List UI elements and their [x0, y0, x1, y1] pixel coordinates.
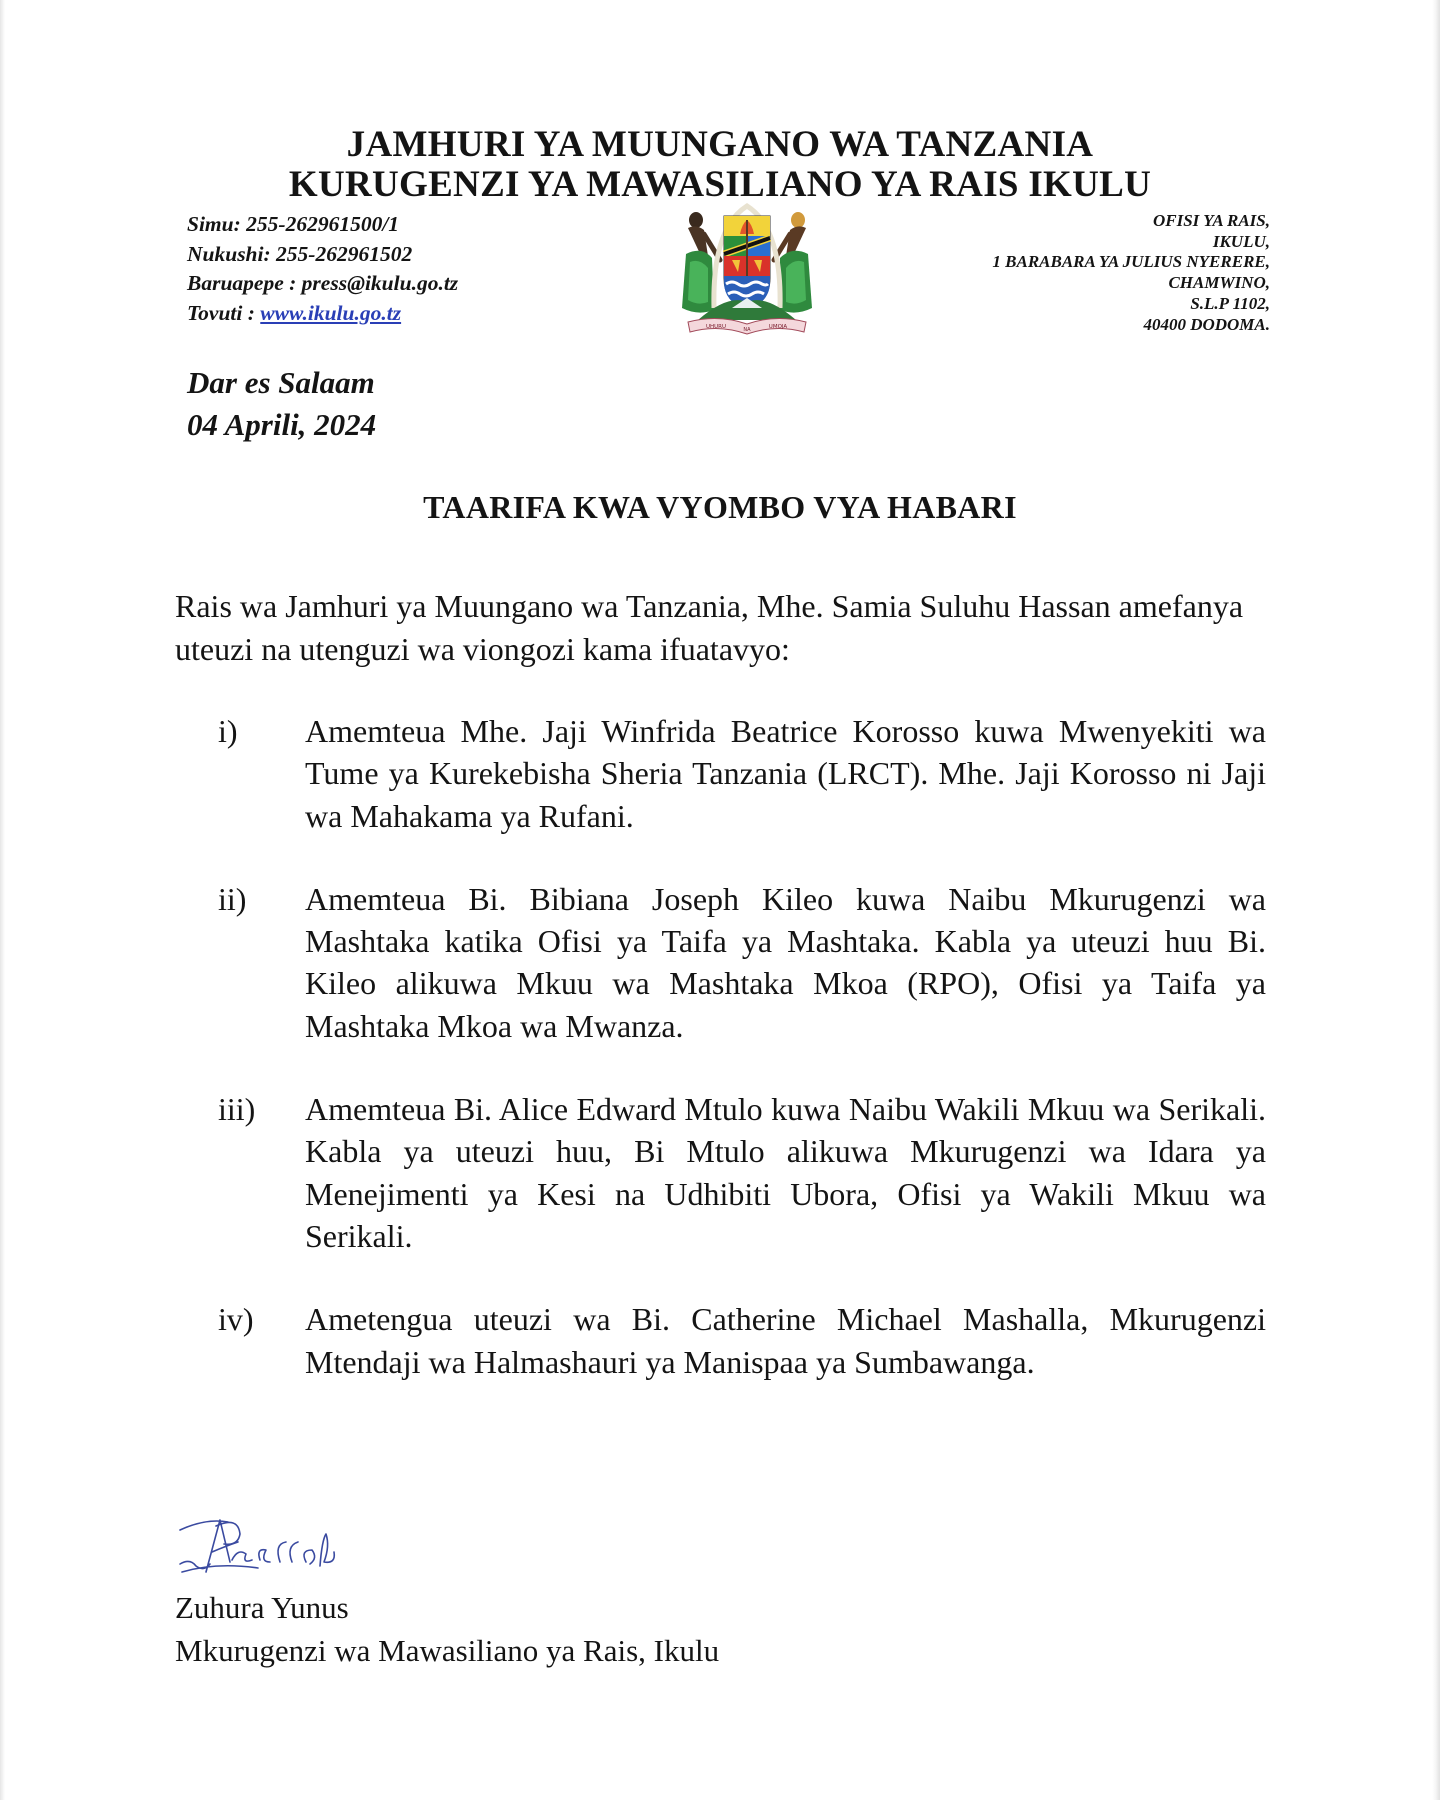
- address-line: S.L.P 1102,: [1190, 293, 1270, 313]
- emblem-motto-ribbon: [688, 318, 806, 334]
- list-item-text: Ametengua uteuzi wa Bi. Catherine Michael Mashalla, Mkurugenzi Mtendaji wa Halmashauri ya Manispaa ya Sumbawanga.: [305, 1301, 1266, 1380]
- signatory-block: [175, 1586, 719, 1672]
- website-label: Tovuti :: [187, 300, 255, 325]
- list-item: [175, 710, 1266, 837]
- handwritten-signature-icon: [176, 1512, 354, 1580]
- date: 04 Aprili, 2024: [187, 407, 377, 442]
- list-item-text: Amemteua Bi. Bibiana Joseph Kileo kuwa Naibu Mkurugenzi wa Mashtaka katika Ofisi ya Taifa ya Mashtaka. Kabla ya uteuzi huu Bi. Kileo alikuwa Mkuu wa Mashtaka Mkoa (RPO), Ofisi ya Taifa ya Mashtaka Mkoa wa Mwanza.: [305, 880, 1266, 1044]
- signatory-name: Zuhura Yunus: [175, 1590, 349, 1625]
- signatory-position: Mkurugenzi wa Mawasiliano ya Rais, Ikulu: [175, 1633, 720, 1668]
- list-item-text: Amemteua Mhe. Jaji Winfrida Beatrice Korosso kuwa Mwenyekiti wa Tume ya Kurekebisha Sheria Tanzania (LRCT). Mhe. Jaji Korosso ni Jaji wa Mahakama ya Rufani.: [305, 713, 1266, 834]
- page-edge-left: [0, 0, 5, 1800]
- list-item-number: ii): [218, 880, 247, 917]
- letterhead-title: JAMHURI YA MUUNGANO WA TANZANIA: [346, 124, 1094, 165]
- appointments-list: [175, 710, 1266, 1383]
- fax-number: 255-262961502: [276, 241, 413, 266]
- list-item-text: Amemteua Bi. Alice Edward Mtulo kuwa Naibu Wakili Mkuu wa Serikali. Kabla ya uteuzi huu, Bi Mtulo alikuwa Mkurugenzi wa Idara ya Menejimenti ya Kesi na Udhibiti Ubora, Ofisi ya Wakili Mkuu wa Serikali.: [305, 1091, 1266, 1254]
- list-item-number: iii): [218, 1091, 256, 1128]
- contact-block: [187, 210, 458, 328]
- address-line: OFISI YA RAIS,: [1152, 211, 1270, 230]
- phone-label: Simu:: [187, 212, 241, 236]
- website-link[interactable]: www.ikulu.go.tz: [260, 300, 402, 325]
- phone-line: [187, 210, 458, 240]
- address-line: IKULU,: [1212, 231, 1270, 251]
- email-label: Baruapepe :: [187, 271, 297, 295]
- fax-label: Nukushi:: [187, 241, 271, 266]
- list-item-number: iv): [218, 1301, 254, 1338]
- list-item: [175, 1298, 1266, 1383]
- list-item: [175, 1088, 1266, 1257]
- address-line: 1 BARABARA YA JULIUS NYERERE,: [992, 252, 1270, 272]
- letterhead-subtitle: KURUGENZI YA MAWASILIANO YA RAIS IKULU: [288, 164, 1152, 205]
- phone-number: 255-262961500/1: [246, 212, 400, 236]
- list-item: [175, 878, 1266, 1047]
- list-item-number: i): [218, 713, 238, 749]
- page-edge-right: [1432, 0, 1440, 1800]
- tanzania-coat-of-arms-icon: [668, 198, 826, 338]
- website-line: [187, 299, 458, 329]
- office-address: [992, 211, 1270, 335]
- fax-line: [187, 240, 458, 270]
- intro-paragraph: Rais wa Jamhuri ya Muungano wa Tanzania, Mhe. Samia Suluhu Hassan amefanya uteuzi na utenguzi wa viongozi kama ifuatavyo:: [175, 588, 1244, 667]
- place: Dar es Salaam: [187, 365, 375, 400]
- email-line: [187, 269, 458, 299]
- press-release-title: TAARIFA KWA VYOMBO VYA HABARI: [423, 489, 1017, 525]
- address-line: CHAMWINO,: [1168, 273, 1270, 293]
- motto-right: UMOJA: [768, 324, 788, 330]
- motto-mid: NA: [743, 327, 751, 333]
- place-date-block: [187, 362, 376, 446]
- email-address: press@ikulu.go.tz: [301, 271, 459, 295]
- motto-left: UHURU: [705, 324, 727, 330]
- address-line: 40400 DODOMA.: [1143, 314, 1270, 334]
- emblem-shield: [724, 216, 770, 310]
